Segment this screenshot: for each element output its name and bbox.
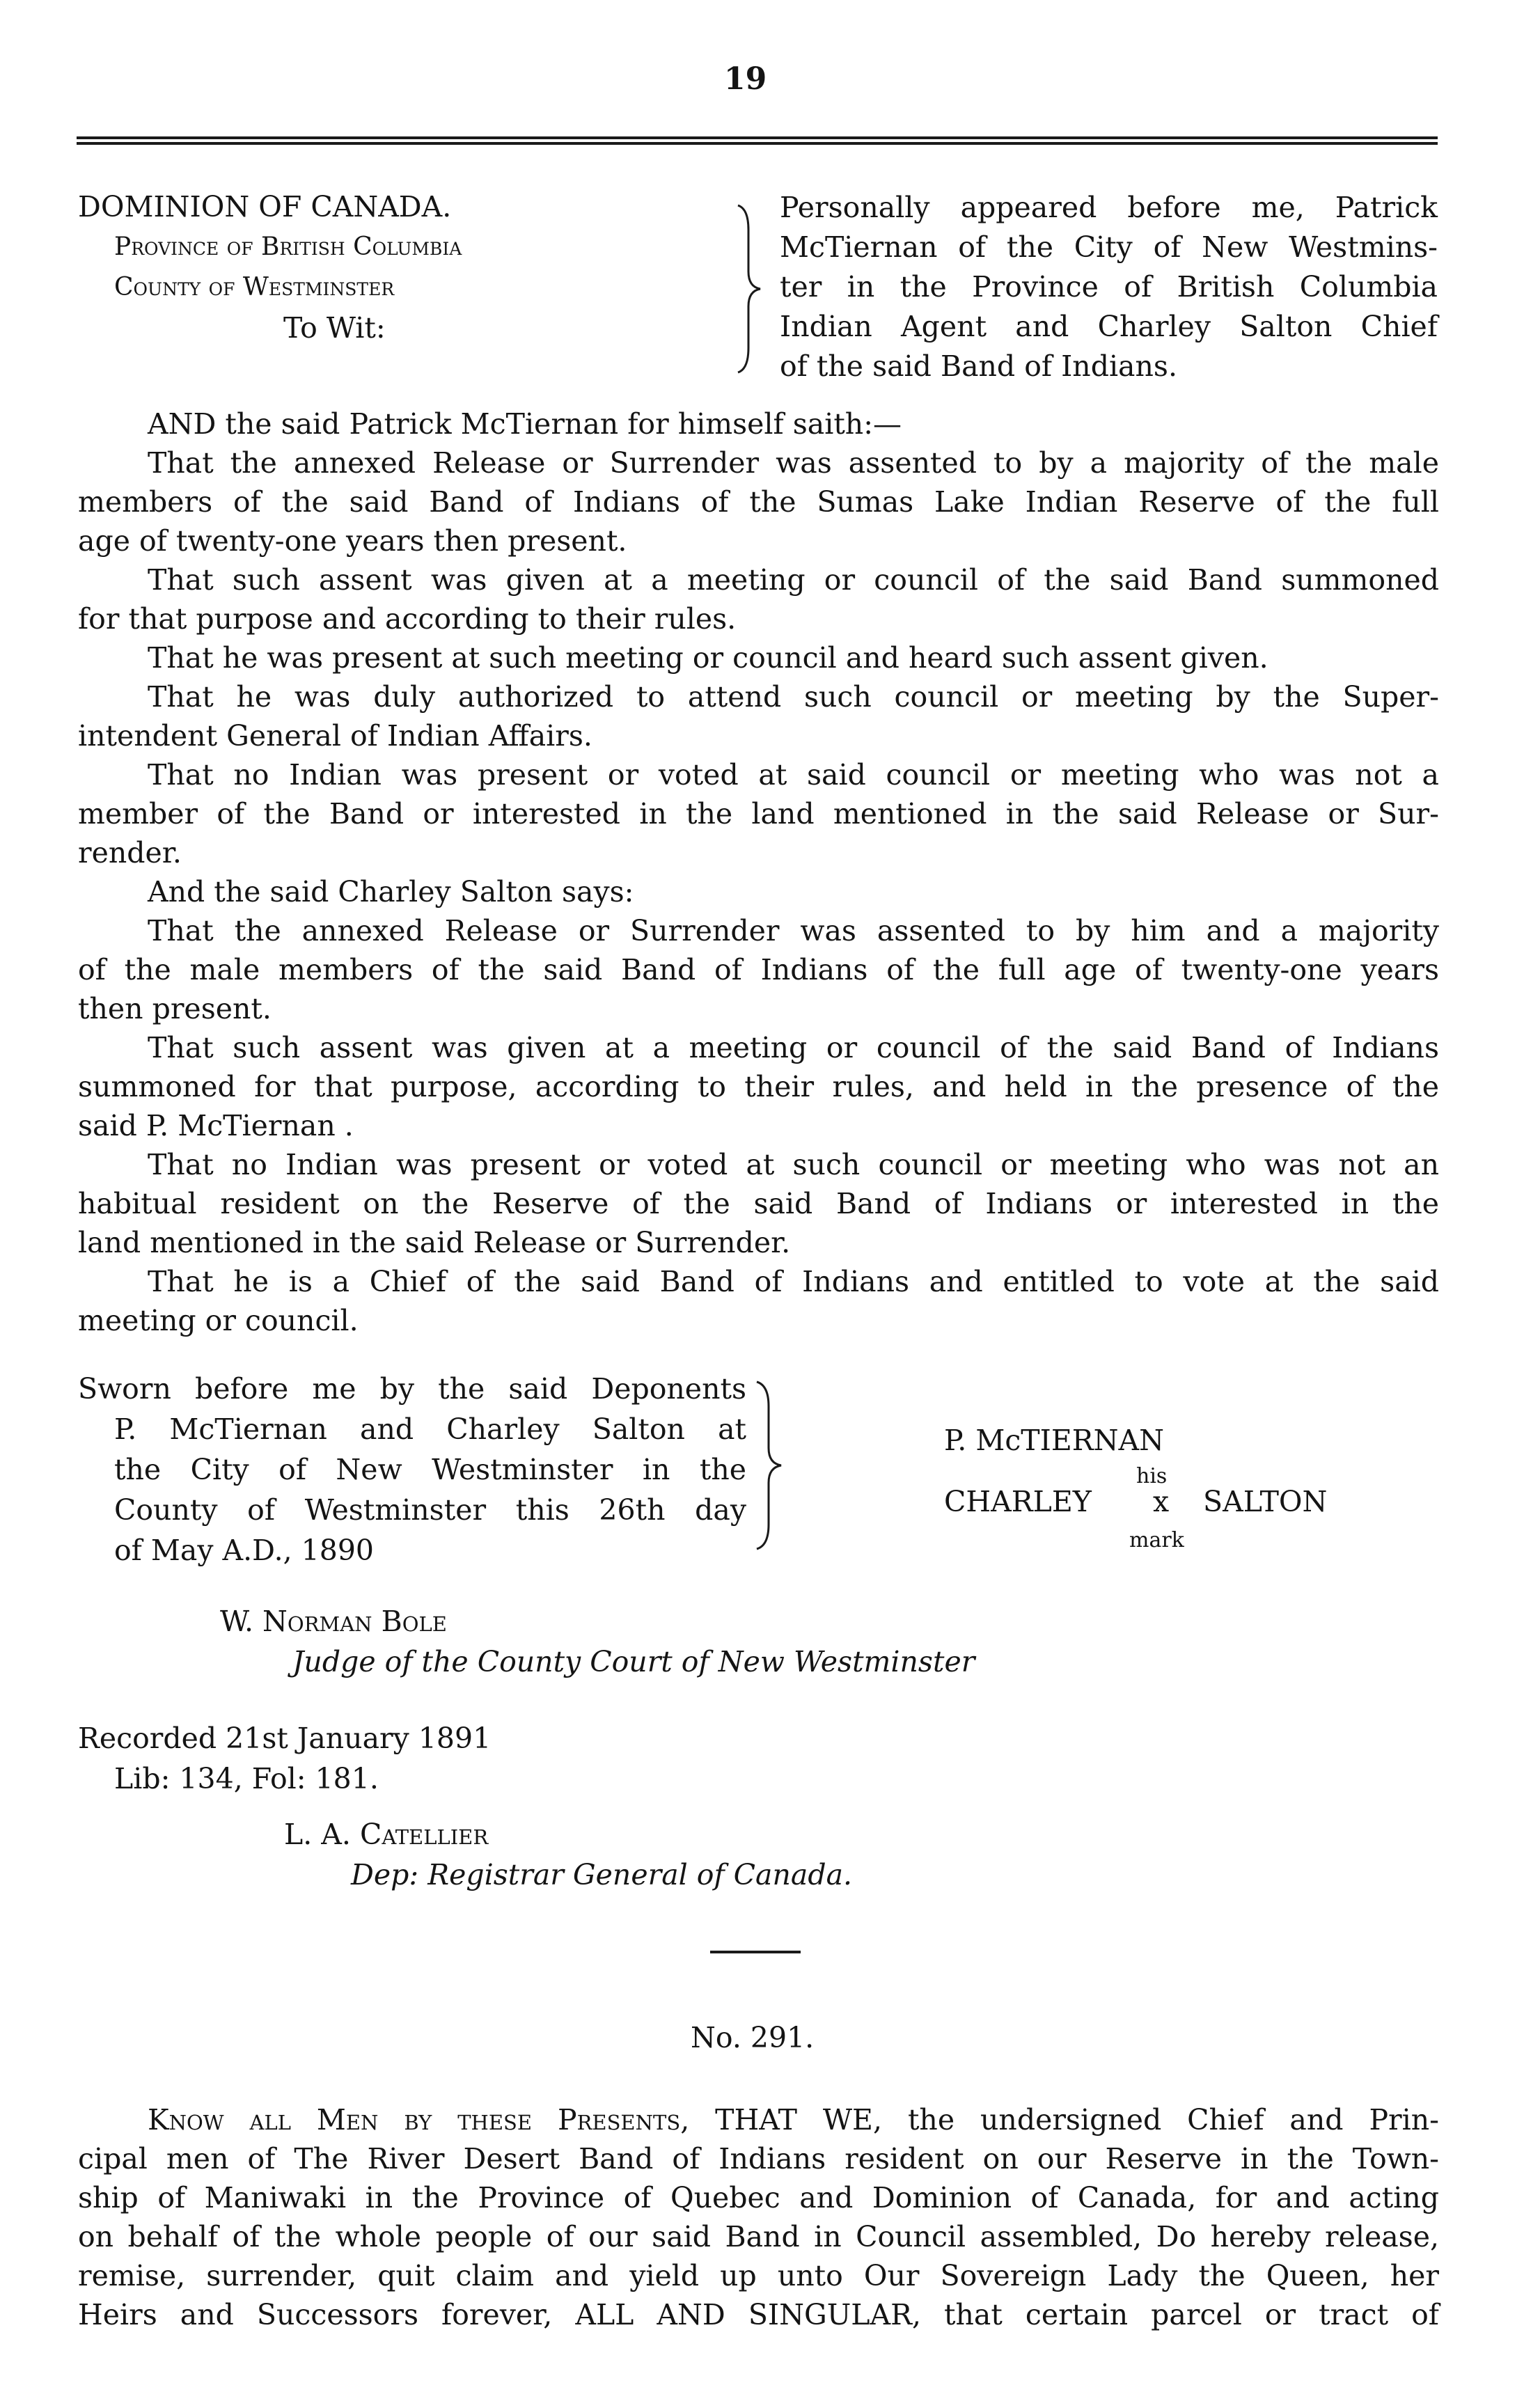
appearance-line-3: ter in the Province of British Columbia — [780, 270, 1438, 304]
body-line: That he is a Chief of the said Band of Indians and entitled to vote at the said — [148, 1265, 1439, 1298]
body-line: That the annexed Release or Surrender was assented to by him and a majority — [148, 914, 1439, 947]
first-line-text: THAT WE, the undersigned Chief and Prin- — [715, 2103, 1439, 2136]
body-line: That no Indian was present or voted at said council or meeting who was not a — [148, 758, 1439, 792]
document-number: No. 291. — [691, 2021, 815, 2054]
to-wit-label: To Wit: — [283, 311, 386, 345]
registrar-name: L. A. Catellier — [284, 1818, 489, 1851]
body-line: meeting or council. — [78, 1304, 359, 1337]
header-brace — [724, 202, 766, 376]
top-rule-upper — [77, 136, 1438, 139]
county-heading: County of Westminster — [114, 273, 395, 301]
mark-label: mark — [1129, 1528, 1184, 1552]
body-line: render. — [78, 836, 182, 869]
signer-charley-first: CHARLEY — [944, 1485, 1092, 1518]
sworn-brace — [746, 1378, 788, 1552]
next-doc-line: on behalf of the whole people of our said Band in Council assembled, Do hereby release, — [78, 2220, 1439, 2253]
body-line: That the annexed Release or Surrender was assented to by a majority of the male — [148, 446, 1439, 480]
lead-in-phrase: Know all Men by these Presents, — [148, 2103, 690, 2136]
next-doc-line: Heirs and Successors forever, ALL AND SINGULAR, that certain parcel or tract of — [78, 2298, 1439, 2331]
judge-title: Judge of the County Court of New Westminster — [292, 1645, 975, 1678]
appearance-line-1: Personally appeared before me, Patrick — [780, 191, 1438, 224]
body-line: That such assent was given at a meeting or council of the said Band summoned — [148, 563, 1439, 597]
sworn-line-5: of May A.D., 1890 — [114, 1534, 375, 1567]
sworn-line-1: Sworn before me by the said Deponents — [78, 1372, 746, 1406]
dominion-heading: DOMINION OF CANADA. — [78, 190, 452, 223]
body-line: And the said Charley Salton says: — [148, 875, 634, 908]
next-doc-line: cipal men of The River Desert Band of Indians resident on our Reserve in the Town- — [78, 2142, 1439, 2175]
judge-name: W. Norman Bole — [220, 1605, 447, 1638]
body-line: That no Indian was present or voted at such council or meeting who was not an — [148, 1148, 1439, 1181]
next-doc-line: ship of Maniwaki in the Province of Quebec and Dominion of Canada, for and acting — [78, 2181, 1439, 2214]
body-line: AND the said Patrick McTiernan for himself saith:— — [148, 407, 902, 441]
body-line: members of the said Band of Indians of the Sumas Lake Indian Reserve of the full — [78, 485, 1439, 519]
section-divider — [710, 1951, 801, 1953]
body-line: then present. — [78, 992, 272, 1025]
page-number: 19 — [724, 61, 767, 97]
signer-charley-x: x — [1153, 1485, 1170, 1518]
body-line: land mentioned in the said Release or Surrender. — [78, 1226, 791, 1259]
body-line: age of twenty-one years then present. — [78, 524, 627, 558]
appearance-line-5: of the said Band of Indians. — [780, 349, 1177, 383]
next-doc-line: remise, surrender, quit claim and yield up unto Our Sovereign Lady the Queen, her — [78, 2259, 1439, 2292]
body-line: That he was duly authorized to attend such council or meeting by the Super- — [148, 680, 1439, 714]
body-line: summoned for that purpose, according to their rules, and held in the presence of the — [78, 1070, 1439, 1103]
appearance-line-2: McTiernan of the City of New Westmins- — [780, 230, 1438, 264]
signer-charley-last: SALTON — [1203, 1485, 1328, 1518]
sworn-line-2: P. McTiernan and Charley Salton at — [114, 1412, 746, 1446]
his-mark-label: his — [1136, 1464, 1168, 1488]
sworn-line-4: County of Westminster this 26th day — [114, 1493, 746, 1527]
province-heading: Province of British Columbia — [114, 233, 462, 261]
next-doc-first-line — [148, 2100, 1439, 2140]
body-line: member of the Band or interested in the land mentioned in the said Release or Sur- — [78, 797, 1439, 831]
body-line: intendent General of Indian Affairs. — [78, 719, 592, 753]
body-line: habitual resident on the Reserve of the said Band of Indians or interested in the — [78, 1187, 1439, 1220]
body-line: That such assent was given at a meeting or council of the said Band of Indians — [148, 1031, 1439, 1064]
top-rule-lower — [77, 142, 1438, 145]
body-line: for that purpose and according to their rules. — [78, 602, 737, 636]
body-line: That he was present at such meeting or council and heard such assent given. — [148, 641, 1268, 675]
recorded-date: Recorded 21st January 1891 — [78, 1722, 492, 1755]
sworn-line-3: the City of New Westminster in the — [114, 1453, 746, 1486]
signer-mctiernan: P. McTIERNAN — [944, 1424, 1164, 1457]
body-line: of the male members of the said Band of Indians of the full age of twenty-one years — [78, 953, 1439, 986]
recorded-lib-fol: Lib: 134, Fol: 181. — [114, 1762, 379, 1795]
body-line: said P. McTiernan . — [78, 1109, 354, 1142]
appearance-line-4: Indian Agent and Charley Salton Chief — [780, 310, 1438, 343]
registrar-title: Dep: Registrar General of Canada. — [351, 1858, 853, 1891]
